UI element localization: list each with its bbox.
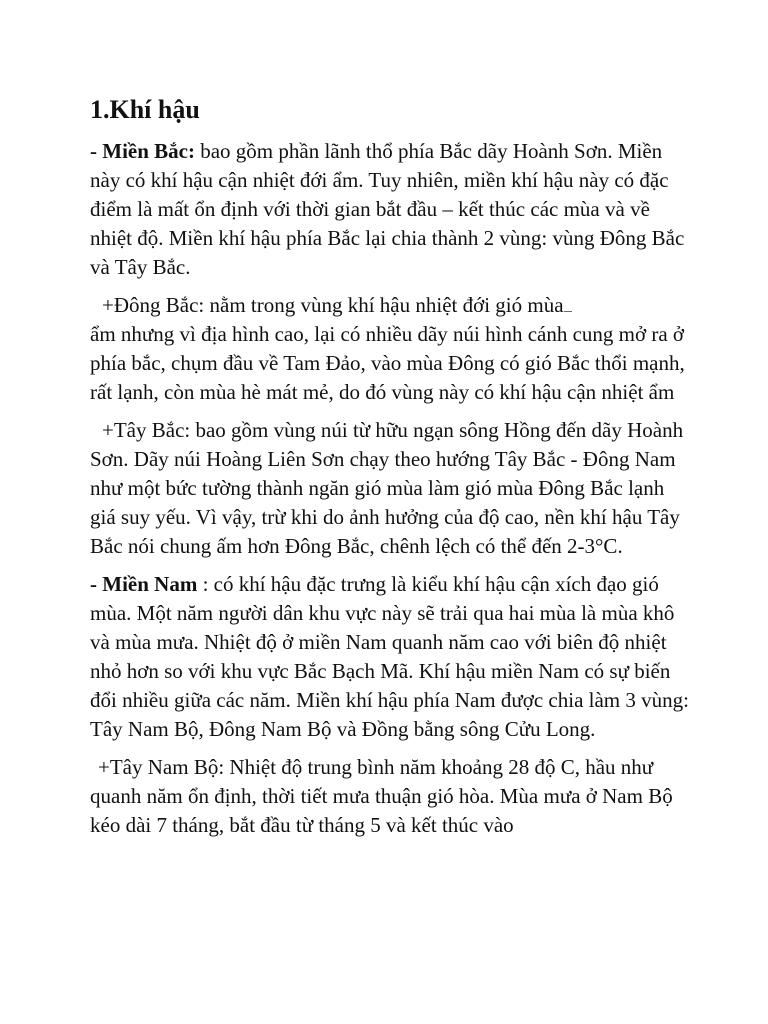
document-body	[90, 93, 690, 849]
paragraph-mien-bac	[90, 137, 690, 282]
paragraph-tay-bac	[90, 416, 690, 561]
link-underline-mark	[564, 311, 572, 312]
dong-bac-text: +Đông Bắc: nằm trong vùng khí hậu nhiệt đới gió mùa	[102, 293, 564, 317]
paragraph-tay-nam-bo	[90, 753, 690, 840]
mien-nam-label: - Miền Nam	[90, 572, 198, 596]
mien-nam-text: : có khí hậu đặc trưng là kiểu khí hậu cận xích đạo gió mùa. Một năm người dân khu vực này sẽ trải qua hai mùa là mùa khô và mùa mưa. Nhiệt độ ở miền Nam quanh năm cao với biên độ nhiệt nhỏ hơn so với khu vực Bắc Bạch Mã. Khí hậu miền Nam có sự biến đổi nhiều giữa các năm. Miền khí hậu phía Nam được chia làm 3 vùng: Tây Nam Bộ, Đông Nam Bộ và Đồng bằng sông Cửu Long.	[90, 572, 689, 741]
paragraph-dong-bac	[90, 291, 690, 407]
mien-bac-text: bao gồm phần lãnh thổ phía Bắc dãy Hoành Sơn. Miền này có khí hậu cận nhiệt đới ẩm. Tuy nhiên, miền khí hậu này có đặc điểm là mất ổn định với thời gian bắt đầu – kết thúc các mùa và về nhiệt độ. Miền khí hậu phía Bắc lại chia thành 2 vùng: vùng Đông Bắc và Tây Bắc.	[90, 139, 685, 279]
tay-nam-bo-text: +Tây Nam Bộ: Nhiệt độ trung bình năm khoảng 28 độ C, hầu như quanh năm ổn định, thời tiết mưa thuận gió hòa. Mùa mưa ở Nam Bộ kéo dài 7 tháng, bắt đầu từ tháng 5 và kết thúc vào	[90, 755, 673, 837]
mien-bac-label: - Miền Bắc:	[90, 139, 195, 163]
section-heading: 1.Khí hậu	[90, 95, 200, 124]
dong-bac-text-cont: ẩm nhưng vì địa hình cao, lại có nhiều dãy núi hình cánh cung mở ra ở phía bắc, chụm đầu về Tam Đảo, vào mùa Đông có gió Bắc thổi mạnh, rất lạnh, còn mùa hè mát mẻ, do đó vùng này có khí hậu cận nhiệt ẩm	[90, 322, 685, 404]
paragraph-mien-nam	[90, 570, 690, 744]
tay-bac-text: +Tây Bắc: bao gồm vùng núi từ hữu ngạn sông Hồng đến dãy Hoành Sơn. Dãy núi Hoàng Liên Sơn chạy theo hướng Tây Bắc - Đông Nam như một bức tường thành ngăn gió mùa làm gió mùa Đông Bắc lạnh giá suy yếu. Vì vậy, trừ khi do ảnh hưởng của độ cao, nền khí hậu Tây Bắc nói chung ấm hơn Đông Bắc, chênh lệch có thể đến 2-3°C.	[90, 418, 684, 558]
